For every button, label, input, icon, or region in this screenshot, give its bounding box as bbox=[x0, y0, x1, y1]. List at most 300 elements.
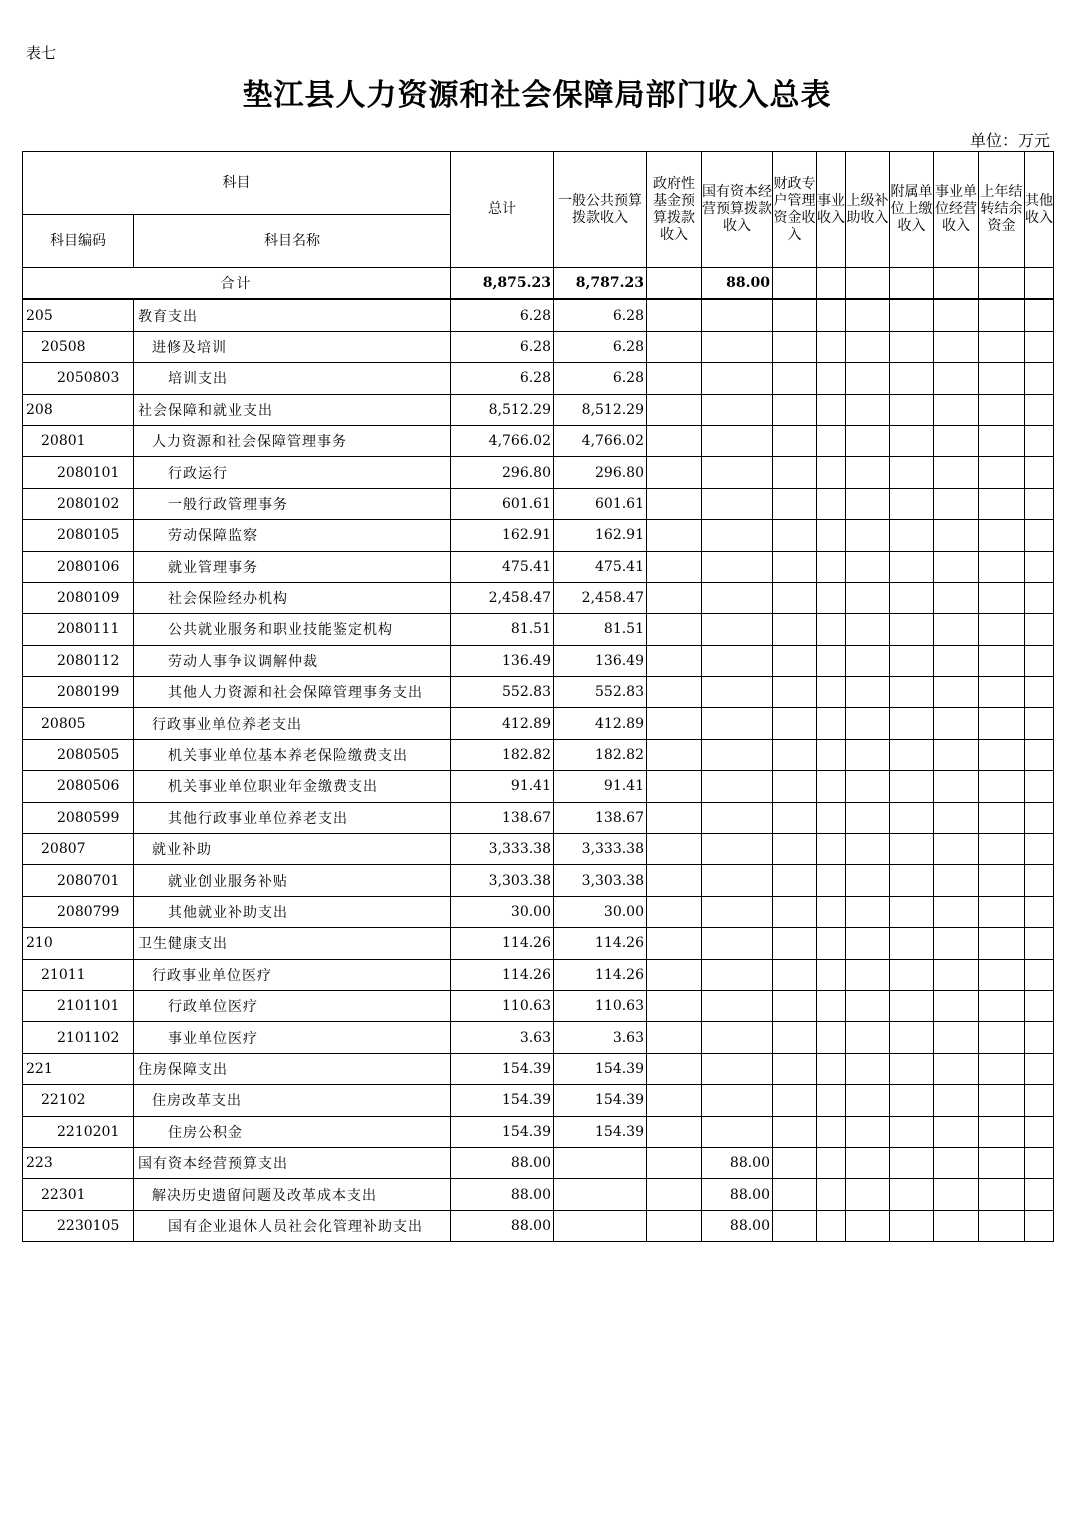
table-row bbox=[23, 739, 1054, 770]
row-empty-cell bbox=[934, 1210, 979, 1241]
row-state-capital bbox=[702, 394, 773, 425]
row-empty-cell bbox=[979, 394, 1025, 425]
row-empty-cell bbox=[846, 928, 890, 959]
row-code: 2080505 bbox=[23, 739, 134, 770]
table-row bbox=[23, 896, 1054, 927]
row-name: 就业创业服务补贴 bbox=[134, 865, 451, 896]
row-empty-cell bbox=[1025, 708, 1054, 739]
row-empty-cell bbox=[846, 331, 890, 362]
row-empty-cell bbox=[817, 520, 846, 551]
row-general: 114.26 bbox=[554, 959, 647, 990]
table-row bbox=[23, 1085, 1054, 1116]
table-row bbox=[23, 708, 1054, 739]
row-total: 91.41 bbox=[451, 771, 554, 802]
row-empty-cell bbox=[979, 865, 1025, 896]
row-general: 412.89 bbox=[554, 708, 647, 739]
row-empty-cell bbox=[817, 363, 846, 394]
row-state-capital bbox=[702, 959, 773, 990]
table-row bbox=[23, 1147, 1054, 1178]
row-empty-cell bbox=[979, 582, 1025, 613]
row-empty-cell bbox=[817, 1210, 846, 1241]
row-empty-cell bbox=[1025, 1147, 1054, 1178]
row-general: 601.61 bbox=[554, 488, 647, 519]
table-row bbox=[23, 959, 1054, 990]
row-empty-cell bbox=[773, 1210, 817, 1241]
row-general: 3.63 bbox=[554, 1022, 647, 1053]
row-general: 30.00 bbox=[554, 896, 647, 927]
row-general: 3,303.38 bbox=[554, 865, 647, 896]
row-empty-cell bbox=[890, 959, 934, 990]
row-empty-cell bbox=[773, 582, 817, 613]
row-code: 2080109 bbox=[23, 582, 134, 613]
row-name: 解决历史遗留问题及改革成本支出 bbox=[134, 1179, 451, 1210]
row-state-capital bbox=[702, 928, 773, 959]
table-row bbox=[23, 1022, 1054, 1053]
header-affiliated-income: 附属单位上缴收入 bbox=[890, 152, 934, 268]
row-state-capital bbox=[702, 990, 773, 1021]
row-empty-cell bbox=[979, 959, 1025, 990]
row-general: 162.91 bbox=[554, 520, 647, 551]
row-empty-cell bbox=[773, 928, 817, 959]
total-state-capital: 88.00 bbox=[702, 268, 773, 300]
row-state-capital: 88.00 bbox=[702, 1147, 773, 1178]
row-name: 进修及培训 bbox=[134, 331, 451, 362]
row-empty-cell bbox=[773, 1022, 817, 1053]
row-general: 91.41 bbox=[554, 771, 647, 802]
row-empty-cell bbox=[979, 299, 1025, 331]
row-empty-cell bbox=[890, 677, 934, 708]
row-general: 4,766.02 bbox=[554, 425, 647, 456]
row-empty-cell bbox=[773, 488, 817, 519]
row-empty-cell bbox=[1025, 1179, 1054, 1210]
table-row bbox=[23, 928, 1054, 959]
row-gov-fund bbox=[647, 488, 702, 519]
row-empty-cell bbox=[1025, 1053, 1054, 1084]
row-empty-cell bbox=[979, 1085, 1025, 1116]
row-total: 110.63 bbox=[451, 990, 554, 1021]
row-empty-cell bbox=[817, 551, 846, 582]
row-total: 3,333.38 bbox=[451, 834, 554, 865]
row-empty-cell bbox=[846, 1022, 890, 1053]
table-row bbox=[23, 582, 1054, 613]
row-code: 208 bbox=[23, 394, 134, 425]
row-gov-fund bbox=[647, 959, 702, 990]
row-empty-cell bbox=[934, 488, 979, 519]
row-state-capital: 88.00 bbox=[702, 1179, 773, 1210]
row-empty-cell bbox=[979, 1053, 1025, 1084]
row-empty-cell bbox=[979, 1116, 1025, 1147]
row-state-capital bbox=[702, 614, 773, 645]
row-gov-fund bbox=[647, 802, 702, 833]
row-empty-cell bbox=[1025, 457, 1054, 488]
header-operating-income: 事业单位经营收入 bbox=[934, 152, 979, 268]
row-empty-cell bbox=[773, 299, 817, 331]
header-other-income: 其他收入 bbox=[1025, 152, 1054, 268]
row-empty-cell bbox=[773, 551, 817, 582]
row-empty-cell bbox=[1025, 425, 1054, 456]
row-general bbox=[554, 1147, 647, 1178]
row-code: 221 bbox=[23, 1053, 134, 1084]
row-empty-cell bbox=[846, 1147, 890, 1178]
row-empty-cell bbox=[890, 708, 934, 739]
row-empty-cell bbox=[1025, 771, 1054, 802]
row-empty-cell bbox=[846, 896, 890, 927]
row-empty-cell bbox=[1025, 488, 1054, 519]
row-empty-cell bbox=[773, 520, 817, 551]
row-empty-cell bbox=[817, 299, 846, 331]
table-row bbox=[23, 1116, 1054, 1147]
table-row bbox=[23, 771, 1054, 802]
row-total: 3,303.38 bbox=[451, 865, 554, 896]
row-total: 6.28 bbox=[451, 363, 554, 394]
row-general bbox=[554, 1210, 647, 1241]
row-general: 154.39 bbox=[554, 1085, 647, 1116]
row-empty-cell bbox=[773, 363, 817, 394]
row-general: 3,333.38 bbox=[554, 834, 647, 865]
row-empty-cell bbox=[890, 1179, 934, 1210]
header-subject: 科目 bbox=[23, 152, 451, 215]
table-row bbox=[23, 488, 1054, 519]
row-code: 2080102 bbox=[23, 488, 134, 519]
row-empty-cell bbox=[934, 614, 979, 645]
row-empty-cell bbox=[979, 1022, 1025, 1053]
row-empty-cell bbox=[890, 457, 934, 488]
row-empty-cell bbox=[890, 1022, 934, 1053]
row-empty-cell bbox=[890, 425, 934, 456]
row-total: 162.91 bbox=[451, 520, 554, 551]
row-state-capital bbox=[702, 677, 773, 708]
row-state-capital bbox=[702, 425, 773, 456]
header-total: 总计 bbox=[451, 152, 554, 268]
row-empty-cell bbox=[934, 802, 979, 833]
unit-label: 单位：万元 bbox=[969, 131, 1050, 150]
table-row bbox=[23, 614, 1054, 645]
row-empty-cell bbox=[773, 739, 817, 770]
row-empty-cell bbox=[773, 834, 817, 865]
row-total: 88.00 bbox=[451, 1179, 554, 1210]
row-gov-fund bbox=[647, 582, 702, 613]
total-gov-fund bbox=[647, 268, 702, 300]
row-state-capital bbox=[702, 865, 773, 896]
row-name: 住房保障支出 bbox=[134, 1053, 451, 1084]
row-gov-fund bbox=[647, 1116, 702, 1147]
row-empty-cell bbox=[934, 708, 979, 739]
table-row bbox=[23, 331, 1054, 362]
page-title: 垫江县人力资源和社会保障局部门收入总表 bbox=[242, 78, 832, 113]
row-code: 2080101 bbox=[23, 457, 134, 488]
row-empty-cell bbox=[817, 614, 846, 645]
row-empty-cell bbox=[934, 645, 979, 676]
row-empty-cell bbox=[1025, 394, 1054, 425]
row-state-capital bbox=[702, 1053, 773, 1084]
row-state-capital: 88.00 bbox=[702, 1210, 773, 1241]
row-code: 2080199 bbox=[23, 677, 134, 708]
row-empty-cell bbox=[817, 739, 846, 770]
row-empty-cell bbox=[817, 1179, 846, 1210]
row-state-capital bbox=[702, 739, 773, 770]
row-name: 社会保障和就业支出 bbox=[134, 394, 451, 425]
table-row bbox=[23, 425, 1054, 456]
row-total: 552.83 bbox=[451, 677, 554, 708]
row-empty-cell bbox=[773, 959, 817, 990]
row-empty-cell bbox=[890, 582, 934, 613]
row-empty-cell bbox=[934, 834, 979, 865]
row-empty-cell bbox=[817, 802, 846, 833]
row-empty-cell bbox=[773, 1116, 817, 1147]
row-empty-cell bbox=[890, 990, 934, 1021]
row-empty-cell bbox=[934, 1085, 979, 1116]
row-empty-cell bbox=[773, 677, 817, 708]
row-code: 2050803 bbox=[23, 363, 134, 394]
row-empty-cell bbox=[1025, 677, 1054, 708]
table-row bbox=[23, 551, 1054, 582]
header-superior-subsidy: 上级补助收入 bbox=[846, 152, 890, 268]
row-empty-cell bbox=[846, 708, 890, 739]
row-name: 事业单位医疗 bbox=[134, 1022, 451, 1053]
row-empty-cell bbox=[846, 1210, 890, 1241]
row-empty-cell bbox=[979, 1179, 1025, 1210]
row-gov-fund bbox=[647, 677, 702, 708]
row-total: 114.26 bbox=[451, 928, 554, 959]
table-row bbox=[23, 645, 1054, 676]
row-empty-cell bbox=[890, 488, 934, 519]
row-empty-cell bbox=[846, 299, 890, 331]
row-total: 3.63 bbox=[451, 1022, 554, 1053]
row-code: 205 bbox=[23, 299, 134, 331]
row-empty-cell bbox=[773, 331, 817, 362]
row-empty-cell bbox=[773, 457, 817, 488]
row-name: 劳动人事争议调解仲裁 bbox=[134, 645, 451, 676]
row-state-capital bbox=[702, 1116, 773, 1147]
row-empty-cell bbox=[846, 520, 890, 551]
row-empty-cell bbox=[979, 990, 1025, 1021]
row-empty-cell bbox=[846, 990, 890, 1021]
row-gov-fund bbox=[647, 520, 702, 551]
table-row bbox=[23, 1053, 1054, 1084]
row-empty-cell bbox=[817, 990, 846, 1021]
row-empty-cell bbox=[979, 425, 1025, 456]
row-empty-cell bbox=[817, 1085, 846, 1116]
row-empty-cell bbox=[890, 551, 934, 582]
row-name: 住房改革支出 bbox=[134, 1085, 451, 1116]
table-row bbox=[23, 1179, 1054, 1210]
row-state-capital bbox=[702, 331, 773, 362]
row-empty-cell bbox=[1025, 1116, 1054, 1147]
row-code: 2101102 bbox=[23, 1022, 134, 1053]
row-general: 6.28 bbox=[554, 363, 647, 394]
row-code: 2080111 bbox=[23, 614, 134, 645]
row-general bbox=[554, 1179, 647, 1210]
row-empty-cell bbox=[979, 645, 1025, 676]
row-state-capital bbox=[702, 896, 773, 927]
row-gov-fund bbox=[647, 551, 702, 582]
row-empty-cell bbox=[979, 802, 1025, 833]
row-state-capital bbox=[702, 299, 773, 331]
table-row bbox=[23, 802, 1054, 833]
row-empty-cell bbox=[846, 488, 890, 519]
row-empty-cell bbox=[890, 614, 934, 645]
row-state-capital bbox=[702, 488, 773, 519]
row-name: 机关事业单位基本养老保险缴费支出 bbox=[134, 739, 451, 770]
row-code: 2080701 bbox=[23, 865, 134, 896]
row-total: 154.39 bbox=[451, 1053, 554, 1084]
row-gov-fund bbox=[647, 363, 702, 394]
row-empty-cell bbox=[846, 1085, 890, 1116]
row-empty-cell bbox=[890, 363, 934, 394]
row-gov-fund bbox=[647, 739, 702, 770]
table-row bbox=[23, 394, 1054, 425]
row-gov-fund bbox=[647, 614, 702, 645]
row-empty-cell bbox=[817, 425, 846, 456]
row-empty-cell bbox=[846, 802, 890, 833]
row-state-capital bbox=[702, 520, 773, 551]
row-total: 4,766.02 bbox=[451, 425, 554, 456]
row-empty-cell bbox=[817, 771, 846, 802]
row-empty-cell bbox=[846, 771, 890, 802]
row-general: 8,512.29 bbox=[554, 394, 647, 425]
row-empty-cell bbox=[846, 582, 890, 613]
row-name: 就业管理事务 bbox=[134, 551, 451, 582]
row-empty-cell bbox=[890, 1085, 934, 1116]
row-empty-cell bbox=[773, 896, 817, 927]
row-empty-cell bbox=[890, 1116, 934, 1147]
row-total: 154.39 bbox=[451, 1116, 554, 1147]
row-gov-fund bbox=[647, 990, 702, 1021]
row-empty-cell bbox=[846, 1179, 890, 1210]
row-empty-cell bbox=[890, 1147, 934, 1178]
row-empty-cell bbox=[773, 865, 817, 896]
row-general: 296.80 bbox=[554, 457, 647, 488]
row-code: 20508 bbox=[23, 331, 134, 362]
row-empty-cell bbox=[817, 708, 846, 739]
row-empty-cell bbox=[1025, 551, 1054, 582]
row-empty-cell bbox=[890, 394, 934, 425]
row-name: 其他行政事业单位养老支出 bbox=[134, 802, 451, 833]
row-gov-fund bbox=[647, 896, 702, 927]
row-empty-cell bbox=[934, 928, 979, 959]
row-state-capital bbox=[702, 645, 773, 676]
table-row bbox=[23, 834, 1054, 865]
row-empty-cell bbox=[817, 331, 846, 362]
table-number: 表七 bbox=[26, 44, 57, 62]
row-name: 社会保险经办机构 bbox=[134, 582, 451, 613]
row-name: 卫生健康支出 bbox=[134, 928, 451, 959]
row-empty-cell bbox=[1025, 331, 1054, 362]
row-empty-cell bbox=[979, 331, 1025, 362]
row-code: 2080599 bbox=[23, 802, 134, 833]
row-empty-cell bbox=[979, 488, 1025, 519]
row-general: 6.28 bbox=[554, 331, 647, 362]
header-name: 科目名称 bbox=[134, 215, 451, 268]
row-empty-cell bbox=[846, 645, 890, 676]
row-empty-cell bbox=[817, 928, 846, 959]
table-row bbox=[23, 1210, 1054, 1241]
row-code: 2080106 bbox=[23, 551, 134, 582]
row-empty-cell bbox=[773, 394, 817, 425]
row-empty-cell bbox=[1025, 1085, 1054, 1116]
row-state-capital bbox=[702, 551, 773, 582]
row-empty-cell bbox=[890, 1210, 934, 1241]
row-empty-cell bbox=[934, 865, 979, 896]
row-empty-cell bbox=[934, 1022, 979, 1053]
row-empty-cell bbox=[817, 1116, 846, 1147]
total-general: 8,787.23 bbox=[554, 268, 647, 300]
row-empty-cell bbox=[890, 520, 934, 551]
row-general: 182.82 bbox=[554, 739, 647, 770]
row-empty-cell bbox=[1025, 802, 1054, 833]
row-empty-cell bbox=[773, 614, 817, 645]
row-state-capital bbox=[702, 708, 773, 739]
row-general: 114.26 bbox=[554, 928, 647, 959]
row-general: 110.63 bbox=[554, 990, 647, 1021]
row-state-capital bbox=[702, 1085, 773, 1116]
row-empty-cell bbox=[934, 520, 979, 551]
row-empty-cell bbox=[979, 677, 1025, 708]
row-empty-cell bbox=[934, 457, 979, 488]
row-empty-cell bbox=[1025, 645, 1054, 676]
row-name: 行政事业单位医疗 bbox=[134, 959, 451, 990]
header-business-income: 事业收入 bbox=[817, 152, 846, 268]
row-gov-fund bbox=[647, 771, 702, 802]
row-empty-cell bbox=[934, 425, 979, 456]
row-name: 培训支出 bbox=[134, 363, 451, 394]
row-empty-cell bbox=[934, 363, 979, 394]
row-empty-cell bbox=[934, 1116, 979, 1147]
table-row bbox=[23, 363, 1054, 394]
row-empty-cell bbox=[1025, 739, 1054, 770]
table-row bbox=[23, 990, 1054, 1021]
row-total: 6.28 bbox=[451, 299, 554, 331]
row-total: 475.41 bbox=[451, 551, 554, 582]
row-total: 88.00 bbox=[451, 1147, 554, 1178]
row-empty-cell bbox=[846, 394, 890, 425]
row-code: 2210201 bbox=[23, 1116, 134, 1147]
row-total: 2,458.47 bbox=[451, 582, 554, 613]
row-code: 2080105 bbox=[23, 520, 134, 551]
row-empty-cell bbox=[979, 457, 1025, 488]
row-gov-fund bbox=[647, 1147, 702, 1178]
row-empty-cell bbox=[1025, 363, 1054, 394]
row-gov-fund bbox=[647, 1022, 702, 1053]
row-empty-cell bbox=[979, 1210, 1025, 1241]
row-empty-cell bbox=[817, 1022, 846, 1053]
row-code: 22102 bbox=[23, 1085, 134, 1116]
row-gov-fund bbox=[647, 645, 702, 676]
total-row bbox=[23, 268, 1054, 300]
row-total: 6.28 bbox=[451, 331, 554, 362]
row-general: 475.41 bbox=[554, 551, 647, 582]
row-empty-cell bbox=[817, 394, 846, 425]
total-label: 合计 bbox=[23, 268, 451, 300]
row-general: 154.39 bbox=[554, 1053, 647, 1084]
row-code: 20807 bbox=[23, 834, 134, 865]
row-general: 81.51 bbox=[554, 614, 647, 645]
row-empty-cell bbox=[979, 614, 1025, 645]
row-empty-cell bbox=[890, 802, 934, 833]
row-name: 一般行政管理事务 bbox=[134, 488, 451, 519]
row-empty-cell bbox=[1025, 299, 1054, 331]
row-name: 机关事业单位职业年金缴费支出 bbox=[134, 771, 451, 802]
row-empty-cell bbox=[1025, 520, 1054, 551]
row-gov-fund bbox=[647, 834, 702, 865]
row-total: 30.00 bbox=[451, 896, 554, 927]
row-empty-cell bbox=[1025, 896, 1054, 927]
row-name: 行政单位医疗 bbox=[134, 990, 451, 1021]
row-state-capital bbox=[702, 802, 773, 833]
table-row bbox=[23, 520, 1054, 551]
row-empty-cell bbox=[934, 771, 979, 802]
row-empty-cell bbox=[934, 394, 979, 425]
